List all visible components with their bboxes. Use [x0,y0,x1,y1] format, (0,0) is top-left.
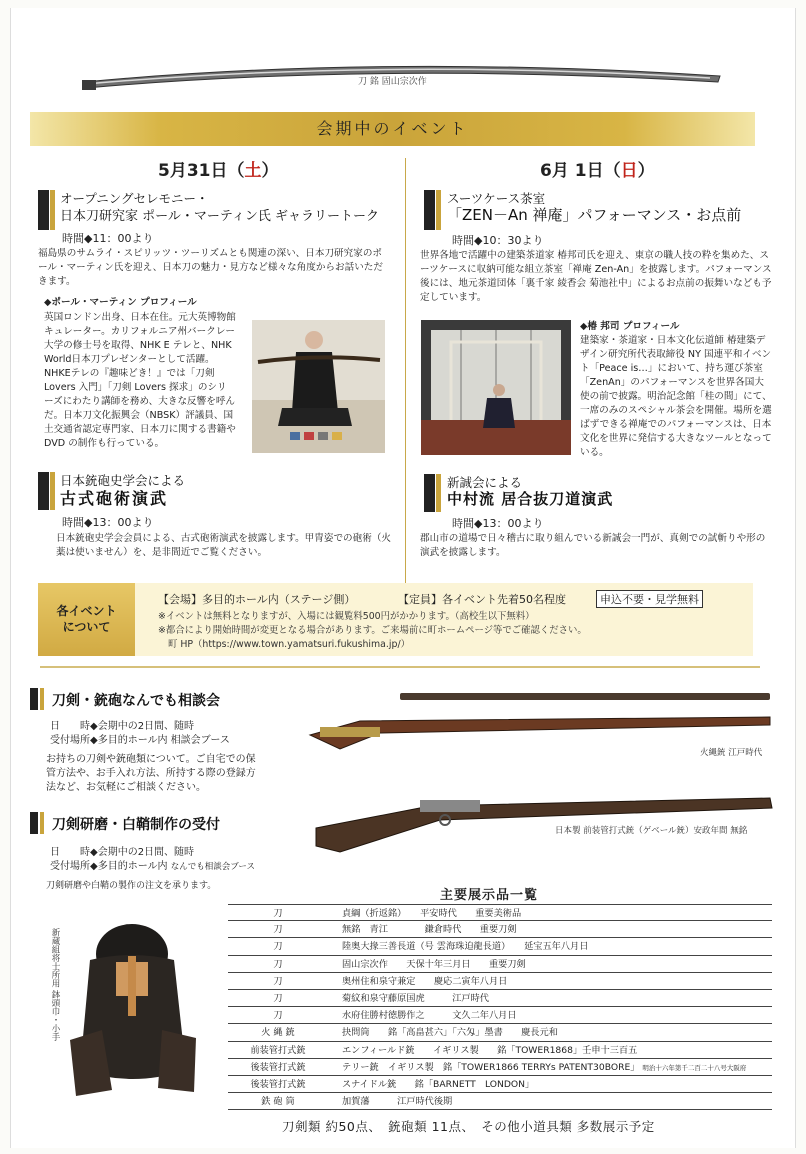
d1-ev1-title-1: オープニングセレモニー・ [60,191,209,206]
polish-desc: 刀剣研磨や白鞘の製作の注文を承ります。 [46,881,217,891]
armor-caption: 新蔵組将士所用 鉢頭巾・小手 [50,928,60,1042]
polish-place: 受付場所◆多目的ホール内 なんでも相談会ブース [50,861,256,872]
gun2-caption: 日本製 前装管打式銃（ゲベール銃）安政年間 無銘 [555,826,748,836]
day1-date: 5月31日（土） [158,161,279,181]
section-marker-gold [40,812,44,834]
events-info-box [38,583,753,656]
d2-ev2-title-small: 新誠会による [447,475,523,490]
section-marker [30,688,38,710]
d2-ev2-desc: 郡山市の道場で日々稽古に取り組んでいる新誠会一門が、真剣での試斬りや形の演武を披露します。 [420,533,766,558]
d1-ev1-profile: 英国ロンドン出身、日本在住。元大英博物館キュレーター。カリフォルニア州バークレー大学の修士号を取得、NHK E テレと、NHK World日本刀プレゼンターとして活躍。NHKEテレの『趣味どき！』では「刀剣Lovers 入門」「刀剣 Lovers 探求」のシリーズにわたり講師を務め、大きな反響を呼んだ。日本刀文化振興会（NBSK）評議員、国土交通省認定専門家、日本刀に関する書籍や DVD の制作も行っている。 [44,312,236,449]
event-marker-gold [50,190,55,230]
consult-desc2: 管方法や、お手入れ方法、所持する際の登録方 [46,768,256,779]
d1-ev1-title-2: 日本刀研究家 ポール・マーティン氏 ギャラリートーク [60,209,379,224]
paul-martin-photo [252,320,385,453]
table-row: 火 縄 銃 抉問筒 銘「高畠甚六」「六匁」墨書 慶長元和 [228,1024,772,1041]
info-tab [38,583,135,656]
percussion-gun-image [310,780,780,855]
consult-desc1: お持ちの刀剣や銃砲類について。ご自宅での保 [46,754,256,765]
d2-ev1-profile: 建築家・茶道家・日本文化伝道師 椿建築デザイン研究所代表取締役 NY 国連平和イベント「Peace is…」において、持ち運び茶室「ZenAn」のパフォーマンスを世界各国大使の前で披露。明治記念館「桂の間」にて、一席のみのスペシャル茶会を開催。場所を選ばずできる禅庵でのパフォーマンスは、日本文化を世界に発信する大きなツールとなっている。 [580,335,772,458]
table-row: 鉄 砲 筒 加賀藩 江戸時代後期 [228,1093,772,1110]
d2-ev2-title-big: 中村流 居合抜刀道演武 [447,490,614,508]
event-marker-gold [436,474,441,512]
katana-tang [82,80,96,90]
d1-ev2-desc: 日本銃砲史学会会員による、古式砲術演武を披露します。甲冑姿での砲術（火薬は使いません）を、是非間近でご覧ください。 [56,533,392,558]
event-marker [424,190,435,230]
d1-ev2-title-small: 日本銃砲史学会による [60,473,186,488]
table-row: 刀 貞綱（折返銘） 平安時代 重要美術品 [228,904,772,921]
d2-ev1-profile-head: ◆椿 邦司 プロフィール [580,321,680,332]
d2-ev1-time: 時間◆10：30より [452,234,544,247]
table-row: 刀 菊紋和泉守藤原国虎 江戸時代 [228,990,772,1007]
zen-an-photo [421,320,571,455]
d2-ev2-time: 時間◆13：00より [452,517,544,530]
section-divider [40,666,760,668]
table-row: 前装管打式銃 エンフィールド銃 イギリス製 銘「TOWER1868」壬申十三百五 [228,1042,772,1059]
d2-ev1-title-big: 「ZEN－An 禅庵」パフォーマンス・お点前 [447,206,742,224]
d1-ev1-profile-head: ◆ポール・マーティン プロフィール [44,297,197,308]
info-venue: 【会場】多目的ホール内（ステージ側） [158,593,356,606]
consult-desc3: 法など、お気軽にご相談ください。 [46,782,206,793]
exhibits-title: 主要展示品一覧 [440,888,539,903]
section-marker-gold [40,688,44,710]
table-row: 後装管打式銃 テリー銃 イギリス製 銘「TOWER1866 TERRYs PATENT30BORE」 明治十六年第千二百二十八号大阪府 [228,1059,772,1076]
table-row: 刀 水府住勝村徳勝作之 文久二年八月日 [228,1007,772,1024]
d1-ev2-time: 時間◆13：00より [62,516,154,529]
event-marker [38,190,49,230]
armor-image [62,920,204,1100]
event-marker [38,472,49,510]
consult-date: 日 時◆会期中の2日間、随時 [50,721,195,732]
consult-place: 受付場所◆多目的ホール内 相談会ブース [50,735,230,746]
d2-ev1-desc: 世界各地で活躍中の建築茶道家 椿邦司氏を迎え、東京の職人技の粋を集めた、スーツケースに収納可能な組立茶室「禅庵 Zen-An」を披露します。パフォーマンス後には、地元茶道団体「裏千家 綾香会 菊池社中」によるお点前の振舞いなども予定しています。 [420,250,772,303]
table-row: 刀 奥州住和泉守兼定 慶応二寅年八月日 [228,973,772,990]
table-row: 刀 固山宗次作 天保十年三月日 重要刀剣 [228,956,772,973]
column-divider [405,158,406,583]
d2-ev1-title-small: スーツケース茶室 [447,191,546,206]
gun1-caption: 火縄銃 江戸時代 [700,748,763,758]
event-marker-gold [436,190,441,230]
info-url[interactable]: 町 HP（https://www.town.yamatsuri.fukushima.jp/） [168,639,410,650]
table-row: 刀 無銘 青江 鎌倉時代 重要刀剣 [228,921,772,938]
info-tab-line2: について [62,620,111,634]
table-row: 刀 陸奥大掾三善長道（号 雲海珠迫龍長道） 延宝五年八月日 [228,938,772,955]
exhibits-summary: 刀剣類 約50点、 銃砲類 11点、 その他小道具類 多数展示予定 [282,1119,655,1134]
section-marker [30,812,38,834]
polish-title: 刀剣研磨・白鞘制作の受付 [52,817,220,833]
d1-ev1-time: 時間◆11：00より [62,232,154,245]
exhibits-table [228,904,772,1110]
events-banner: 会期中のイベント [30,112,755,146]
info-free-badge: 申込不要・見学無料 [596,590,703,608]
polish-date: 日 時◆会期中の2日間、随時 [50,847,195,858]
table-row: 後装管打式銃 スナイドル銃 銘「BARNETT LONDON」 [228,1076,772,1093]
event-marker [424,474,435,512]
info-note1: ※イベントは無料となりますが、入場には観覧料500円がかかります。（高校生以下無料） [158,611,535,622]
event-marker-gold [50,472,55,510]
info-tab-line1: 各イベント [56,604,117,618]
day2-date: 6月 1日（日） [540,161,655,181]
d1-ev1-desc: 福島県のサムライ・スピリッツ・ツーリズムとも関連の深い、日本刀研究家のポール・マーティン氏を迎え、日本刀の魅力・見方など様々な角度からお話いただきます。 [38,248,383,287]
katana-caption: 刀 銘 固山宗次作 [358,77,427,87]
d1-ev2-title-big: 古式砲術演武 [60,489,169,508]
info-capacity: 【定員】各イベント先着50名程度 [398,593,566,606]
info-note2: ※都合により開始時間が変更となる場合があります。ご来場前に町ホームページ等でご確認ください。 [158,625,587,636]
consult-title: 刀剣・銃砲なんでも相談会 [52,693,220,709]
